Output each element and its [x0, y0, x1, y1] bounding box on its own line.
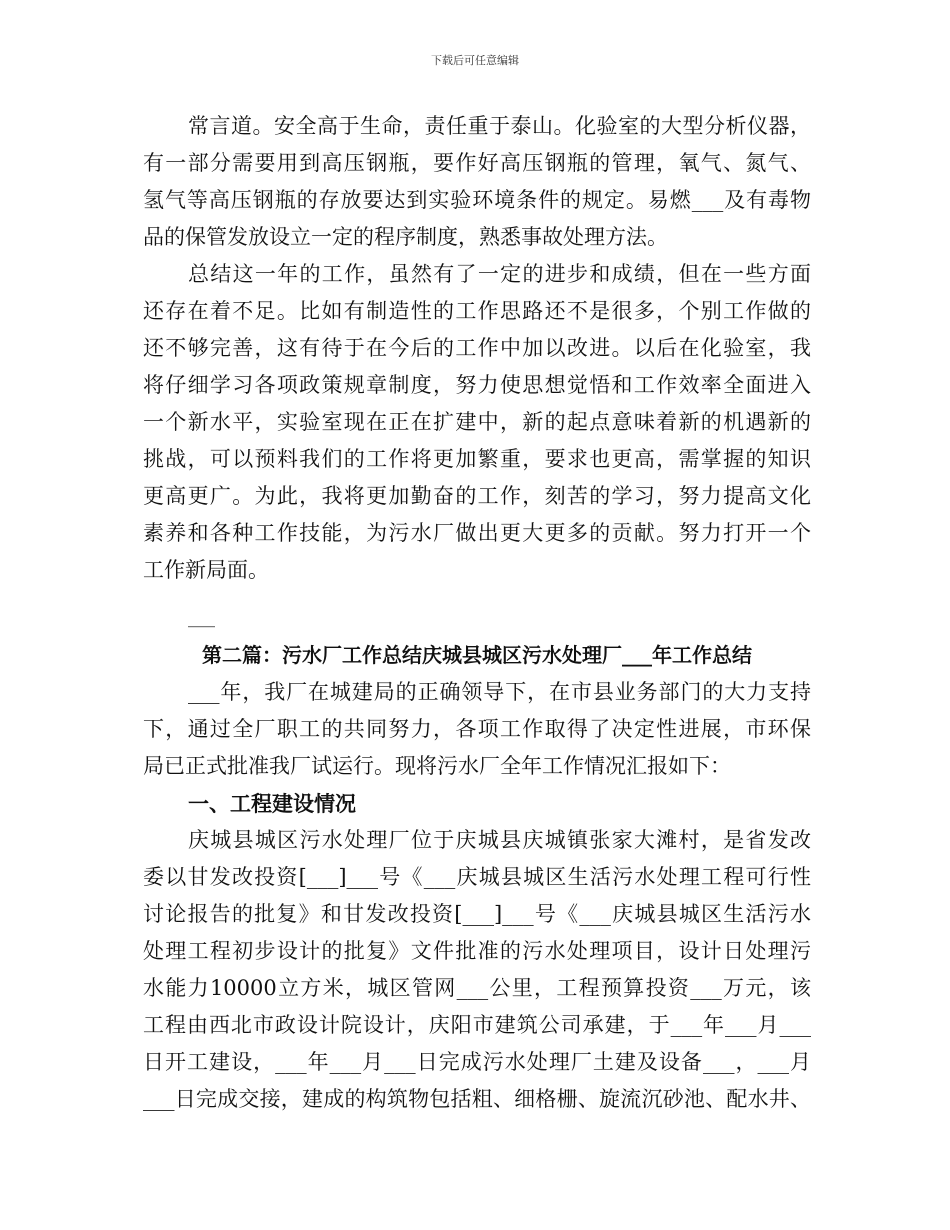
text-line: 工程由西北市政设计院设计，庆阳市建筑公司承建，于___年___月___	[143, 1013, 811, 1037]
text-line: 挑战，可以预料我们的工作将更加繁重，要求也更高，需掌握的知识	[143, 447, 811, 471]
text-line: 庆城县城区污水处理厂位于庆城县庆城镇张家大滩村，是省发改	[188, 828, 811, 852]
text-line: 常言道。安全高于生命，责任重于泰山。化验室的大型分析仪器，	[188, 114, 811, 138]
separator-line: ___	[188, 607, 215, 628]
text-line: 讨论报告的批复》和甘发改投资[___]___号《___庆城县城区生活污水	[143, 902, 811, 926]
text-line: 一个新水平，实验室现在正在扩建中，新的起点意味着新的机遇新的	[143, 410, 811, 434]
text-line: 品的保管发放设立一定的程序制度，熟悉事故处理方法。	[143, 225, 668, 249]
text-line: 工作新局面。	[143, 558, 269, 582]
text-line: 还存在着不足。比如有制造性的工作思路还不是很多，个别工作做的	[143, 299, 811, 323]
text-line: 处理工程初步设计的批复》文件批准的污水处理项目，设计日处理污	[143, 939, 811, 963]
paragraph-4	[143, 822, 811, 1118]
text-line: 下，通过全厂职工的共同努力，各项工作取得了决定性进展，市环保	[143, 717, 811, 741]
text-line: 局已正式批准我厂试运行。现将污水厂全年工作情况汇报如下：	[143, 754, 731, 778]
section-title: 第二篇：污水厂工作总结庆城县城区污水处理厂___年工作总结	[202, 643, 752, 667]
paragraph-1	[143, 108, 811, 256]
paragraph-3	[143, 674, 811, 785]
text-line: 总结这一年的工作，虽然有了一定的进步和成绩，但在一些方面	[188, 262, 811, 286]
paragraph-2	[143, 256, 811, 589]
text-line: 素养和各种工作技能，为污水厂做出更大更多的贡献。努力打开一个	[143, 521, 811, 545]
page-header: 下载后可任意编辑	[431, 54, 519, 67]
text-line: 委以甘发改投资[___]___号《___庆城县城区生活污水处理工程可行性	[143, 865, 811, 889]
subheading: 一、工程建设情况	[188, 791, 356, 816]
document-body	[143, 108, 811, 1118]
text-line: 有一部分需要用到高压钢瓶，要作好高压钢瓶的管理，氧气、氮气、	[143, 151, 811, 175]
text-line: 日开工建设，___年___月___日完成污水处理厂土建及设备___，___月	[143, 1050, 811, 1074]
text-line: ___日完成交接，建成的构筑物包括粗、细格栅、旋流沉砂池、配水井、	[143, 1087, 811, 1111]
text-line: 水能力10000立方米，城区管网___公里，工程预算投资___万元，该	[143, 976, 811, 1000]
text-line: ___年，我厂在城建局的正确领导下，在市县业务部门的大力支持	[188, 680, 811, 704]
text-line: 更高更广。为此，我将更加勤奋的工作，刻苦的学习，努力提高文化	[143, 484, 811, 508]
text-line: 还不够完善，这有待于在今后的工作中加以改进。以后在化验室，我	[143, 336, 811, 360]
text-line: 氢气等高压钢瓶的存放要达到实验环境条件的规定。易燃___及有毒物	[143, 188, 811, 212]
text-line: 将仔细学习各项政策规章制度，努力使思想觉悟和工作效率全面进入	[143, 373, 811, 397]
